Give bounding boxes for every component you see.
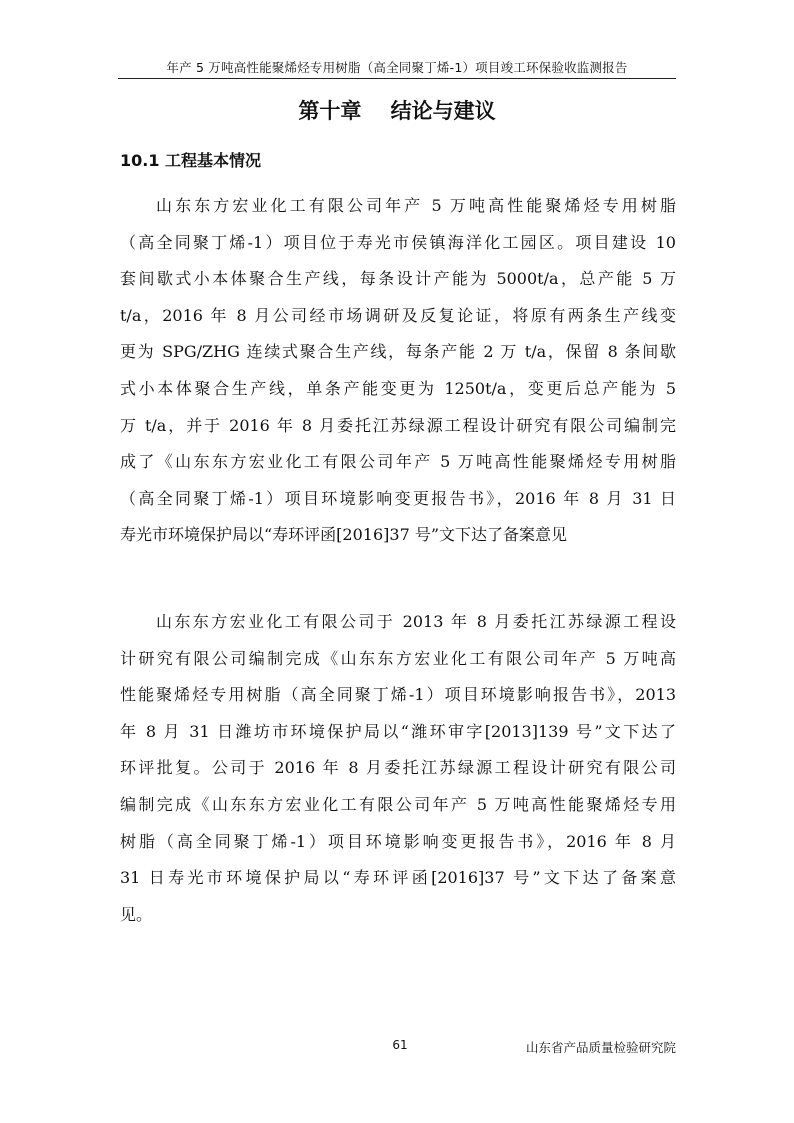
paragraph-line: 式小本体聚合生产线，单条产能变更为 1250t/a，变更后总产能为 5: [120, 378, 676, 398]
header-divider: [118, 78, 676, 79]
paragraph-line: 成了《山东东方宏业化工有限公司年产 5 万吨高性能聚烯烃专用树脂: [120, 452, 676, 472]
paragraph-line: 计研究有限公司编制完成《山东东方宏业化工有限公司年产 5 万吨高: [120, 648, 676, 668]
paragraph-line: 环评批复。公司于 2016 年 8 月委托江苏绿源工程设计研究有限公司: [120, 758, 676, 778]
running-header: 年产 5 万吨高性能聚烯烃专用树脂（高全同聚丁烯-1）项目竣工环保验收监测报告: [166, 60, 628, 75]
paragraph-line: 性能聚烯烃专用树脂（高全同聚丁烯-1）项目环境影响报告书》，2013: [120, 685, 676, 705]
paragraph-line: t/a，2016 年 8 月公司经市场调研及反复论证，将原有两条生产线变: [120, 305, 676, 325]
paragraph-line: （高全同聚丁烯-1）项目位于寿光市侯镇海洋化工园区。项目建设 10: [120, 232, 676, 252]
paragraph-line: 寿光市环境保护局以“寿环评函[2016]37 号”文下达了备案意见: [120, 525, 568, 545]
footer-organization: 山东省产品质量检验研究院: [525, 1040, 676, 1055]
paragraph-2: [120, 604, 676, 933]
paragraph-line: 树脂（高全同聚丁烯-1）项目环境影响变更报告书》，2016 年 8 月: [120, 831, 676, 851]
paragraph-line: 31 日寿光市环境保护局以“寿环评函[2016]37 号”文下达了备案意: [120, 868, 676, 888]
paragraph-1: [120, 188, 676, 554]
chapter-title: 第十章 结论与建议: [298, 99, 496, 123]
paragraph-line: 万 t/a，并于 2016 年 8 月委托江苏绿源工程设计研究有限公司编制完: [120, 415, 676, 435]
paragraph-line: 山东东方宏业化工有限公司年产 5 万吨高性能聚烯烃专用树脂: [156, 196, 676, 215]
page-number: 61: [392, 1038, 408, 1052]
paragraph-line: 年 8 月 31 日潍坊市环境保护局以“潍环审字[2013]139 号”文下达了: [120, 721, 676, 741]
paragraph-line: 编制完成《山东东方宏业化工有限公司年产 5 万吨高性能聚烯烃专用: [120, 794, 676, 814]
section-heading: 10.1 工程基本情况: [120, 151, 262, 170]
paragraph-line: （高全同聚丁烯-1）项目环境影响变更报告书》，2016 年 8 月 31 日: [120, 488, 676, 508]
paragraph-line: 见。: [120, 904, 153, 924]
paragraph-line: 套间歇式小本体聚合生产线，每条设计产能为 5000t/a，总产能 5 万: [120, 269, 676, 289]
paragraph-line: 更为 SPG/ZHG 连续式聚合生产线，每条产能 2 万 t/a，保留 8 条间歇: [120, 342, 676, 362]
paragraph-line: 山东东方宏业化工有限公司于 2013 年 8 月委托江苏绿源工程设: [156, 612, 676, 631]
